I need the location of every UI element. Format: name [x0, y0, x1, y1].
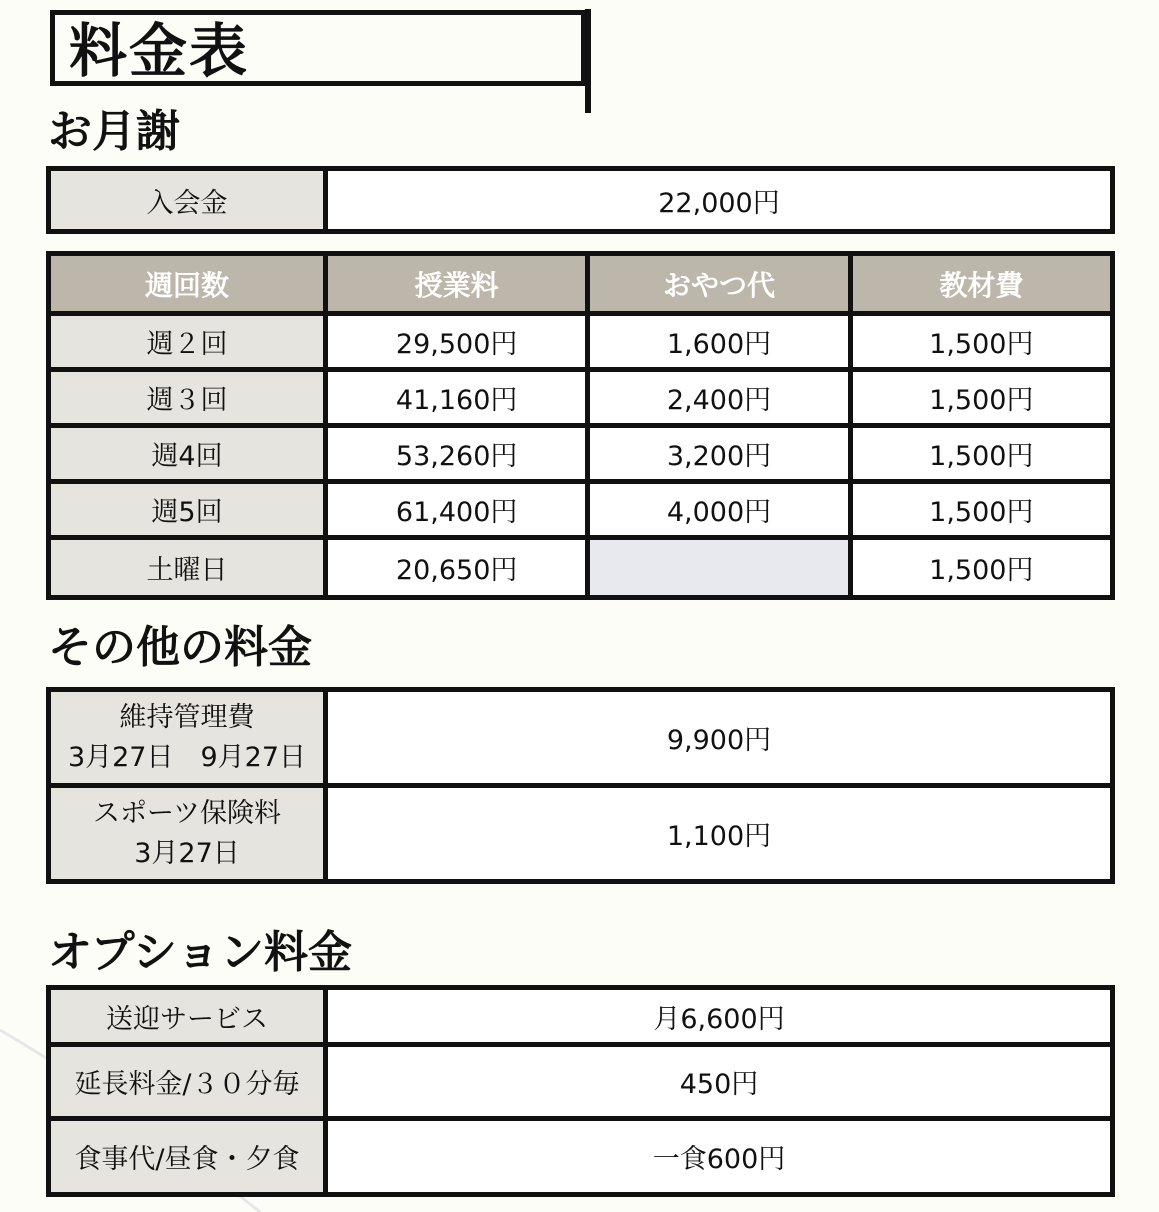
- section-heading-monthly: お月謝: [48, 106, 180, 157]
- tuition-cell: 41,160円: [326, 370, 588, 426]
- other-fee-table: [46, 687, 1115, 884]
- tuition-cell: 61,400円: [326, 482, 588, 538]
- section-heading-options: オプション料金: [48, 927, 353, 978]
- materials-cell: 1,500円: [850, 426, 1112, 482]
- header-weekly-count: 週回数: [49, 254, 326, 314]
- brush-stroke-vertical: [585, 9, 591, 113]
- table-row: [49, 988, 1113, 1045]
- table-row: [49, 482, 1113, 538]
- table-row: [49, 314, 1113, 370]
- materials-cell: 1,500円: [850, 314, 1112, 370]
- table-row: [49, 538, 1113, 598]
- materials-cell: 1,500円: [850, 538, 1112, 598]
- table-row: [49, 690, 1113, 786]
- label-line: スポーツ保険料: [93, 797, 281, 829]
- row-label: 週5回: [49, 482, 326, 538]
- materials-cell: 1,500円: [850, 482, 1112, 538]
- label-date-line: 3月27日: [134, 837, 240, 869]
- header-snack: おやつ代: [588, 254, 850, 314]
- title-frame: [50, 10, 586, 86]
- sports-insurance-value: 1,100円: [326, 786, 1113, 882]
- section-heading-other: その他の料金: [48, 622, 312, 673]
- option-label: 食事代/昼食・夕食: [49, 1119, 326, 1195]
- label-line: 維持管理費: [119, 701, 255, 733]
- row-label: 週３回: [49, 370, 326, 426]
- snack-cell: 1,600円: [588, 314, 850, 370]
- table-row: [49, 370, 1113, 426]
- table-row: [49, 426, 1113, 482]
- maintenance-fee-label: [49, 690, 326, 786]
- snack-cell-empty: [588, 538, 850, 598]
- admission-fee-table: [46, 166, 1115, 234]
- snack-cell: 3,200円: [588, 426, 850, 482]
- header-tuition: 授業料: [326, 254, 588, 314]
- option-label: 送迎サービス: [49, 988, 326, 1045]
- admission-value: 22,000円: [326, 169, 1113, 232]
- maintenance-fee-value: 9,900円: [326, 690, 1113, 786]
- row-label: 週4回: [49, 426, 326, 482]
- table-row: [49, 1045, 1113, 1119]
- tuition-cell: 20,650円: [326, 538, 588, 598]
- sports-insurance-label: [49, 786, 326, 882]
- option-value: 一食600円: [326, 1119, 1113, 1195]
- option-label: 延長料金/３０分毎: [49, 1045, 326, 1119]
- table-row: [49, 169, 1113, 232]
- table-row: [49, 1119, 1113, 1195]
- option-fee-table: [46, 985, 1115, 1197]
- table-row: [49, 786, 1113, 882]
- row-label: 土曜日: [49, 538, 326, 598]
- snack-cell: 2,400円: [588, 370, 850, 426]
- admission-label: 入会金: [49, 169, 326, 232]
- tuition-cell: 29,500円: [326, 314, 588, 370]
- option-value: 月6,600円: [326, 988, 1113, 1045]
- label-date-line: 3月27日 9月27日: [67, 741, 307, 773]
- table-header-row: [49, 254, 1113, 314]
- option-value: 450円: [326, 1045, 1113, 1119]
- materials-cell: 1,500円: [850, 370, 1112, 426]
- snack-cell: 4,000円: [588, 482, 850, 538]
- page-title: 料金表: [69, 17, 250, 85]
- monthly-fee-table: [46, 251, 1115, 600]
- tuition-cell: 53,260円: [326, 426, 588, 482]
- header-materials: 教材費: [850, 254, 1112, 314]
- row-label: 週２回: [49, 314, 326, 370]
